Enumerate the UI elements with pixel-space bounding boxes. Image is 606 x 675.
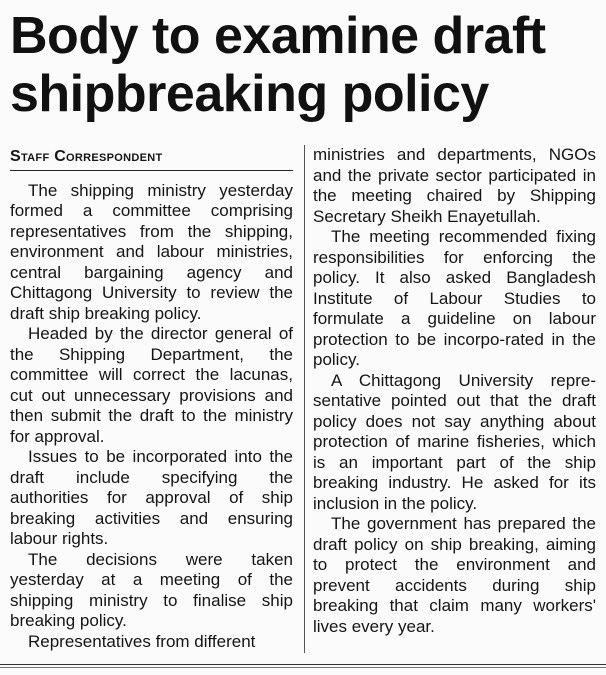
paragraph: Representatives from different	[28, 631, 256, 651]
paragraph: ministries and departments, NGOs and the private sector participated in the meeting chaired by Shipping Secretary Sheikh Enayetullah.	[313, 145, 596, 226]
paragraph: The government has prepared the draft policy on ship breaking, aiming to protect the environment and prevent accidents during ship breaking that claim many workers' lives every year.	[313, 514, 596, 636]
paragraph: The shipping ministry yesterday formed a committee comprising representatives from the shipping, environment and labour ministries, central bargaining agency and Chittagong University to review the draft ship breaking policy.	[10, 180, 293, 323]
bottom-rule-secondary	[0, 667, 606, 668]
paragraph: Headed by the director general of the Shipping Department, the committee will correct the lacunas, cut out unnecessary provisions and then submit the draft to the ministry for approval.	[10, 324, 293, 446]
paragraph: The meeting recommended fixing responsibilities for enforcing the policy. It also asked Bangladesh Institute of Labour Studies to formulate a guideline on labour protection to be incorpo-rated in the policy.	[313, 227, 596, 369]
headline-line-2: shipbreaking policy	[10, 65, 489, 123]
headline-line-1: Body to examine draft	[10, 7, 546, 65]
bottom-rule	[0, 664, 606, 665]
paragraph: The decisions were taken yesterday at a meeting of the shipping ministry to finalise ship breaking policy.	[10, 549, 293, 630]
paragraph: Issues to be incorporated into the draft include specifying the authorities for approval of ship breaking activities and ensuring labour rights.	[10, 447, 293, 548]
headline	[10, 7, 596, 123]
article-column-left	[10, 145, 293, 665]
article-column-right	[313, 145, 596, 665]
paragraph: A Chittagong University repre-sentative pointed out that the draft policy does not say anything about protection of marine fisheries, which is an important part of the ship breaking industry. He asked for its inclusion in the policy.	[313, 370, 596, 513]
article-body	[10, 145, 596, 665]
column-divider	[304, 145, 305, 653]
byline: Staff Correspondent	[10, 147, 293, 171]
